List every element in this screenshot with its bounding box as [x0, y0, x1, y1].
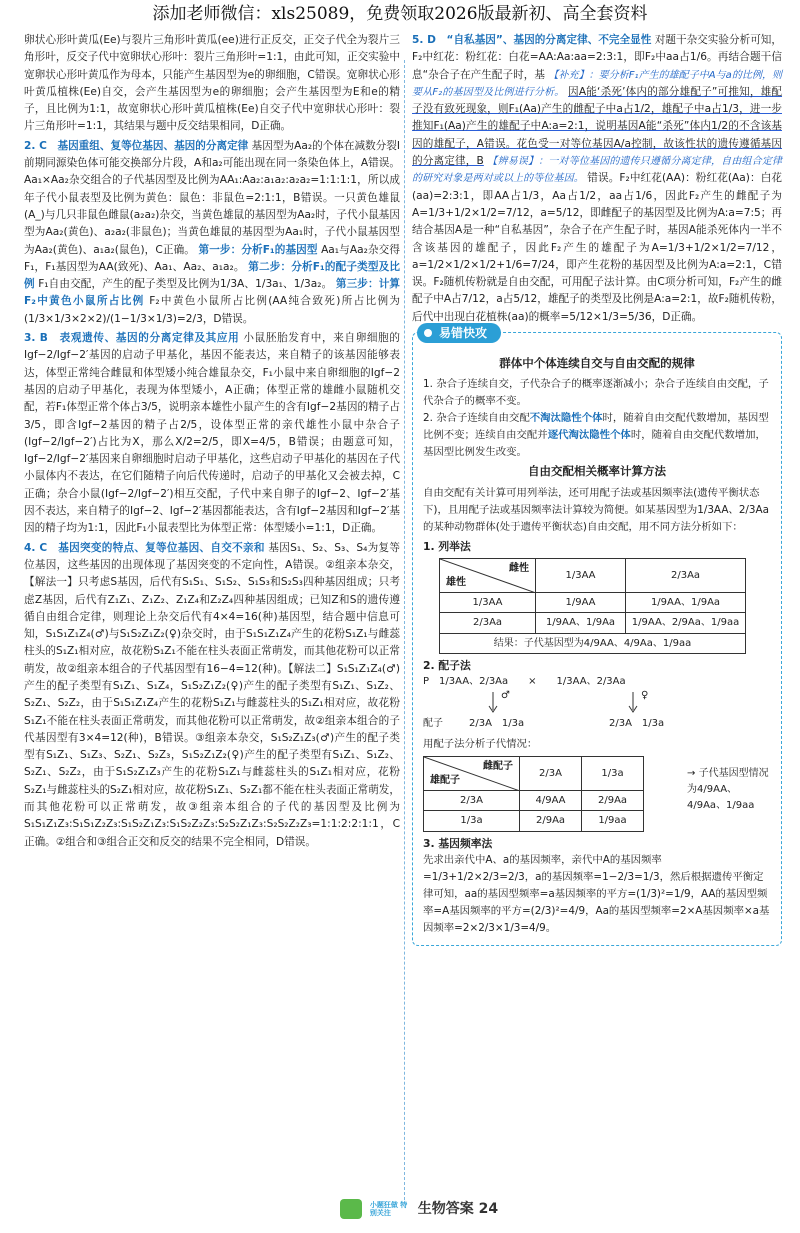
female-gamete-label: 雌配子: [483, 761, 513, 773]
q4-text: 基因S₁、S₂、S₃、S₄为复等位基因，这些基因的出现体现了基因突变的不定向性，A错误。②组亲本杂交，【解法一】只考虑S基因，后代有S₁S₁、S₁S₂、S₁S₃和S₂S₃四种基因组成；只考虑Z基因，后代有Z₁Z₁、Z₁Z₂、Z₁Z₄和Z₂Z₄四种基因组成；已知Z和S的遗传遵循自由组合定律，则理论上杂交后代有4×4=16(种)基因型，结合题中信息可知，S₁S₁Z₁Z₄(♂)与S₁S₂Z₁Z₂(♀)杂交时，由于S₁S₁Z₁Z₄产生的花粉S₁Z₁与雌蕊柱头的S₁Z₁相对应，故花粉S₁Z₁不能在柱头表面正常萌发，而其他花粉可以正常萌发，故②组亲本组合的子代基因型有16−4=12(种)。【解法二】S₁S₁Z₁Z₄(♂)产生的配子类型有S₁Z₁、S₁Z₄，S₁S₂Z₁Z₂(♀)产生的配子类型有S₁Z₁、S₁Z₂、S₂Z₁、S₂Z₂，由于S₁S₁Z₁Z₄产生的花粉S₁Z₁与雌蕊柱头的S₁Z₁相对应，故花粉S₁Z₁不能在柱头表面正常萌发，而其他花粉可以正常萌发，故②组亲本组合的子代基因型有3×4=12(种)，B错误。③组亲本杂交，S₁S₂Z₁Z₃(♂)产生的配子类型有S₁Z₁、S₁Z₃、S₂Z₁、S₂Z₃，S₁S₂Z₁Z₂(♀)产生的配子类型有S₁Z₁、S₁Z₂、S₂Z₁、S₂Z₂，由于S₁S₂Z₁Z₃产生的花粉S₁Z₁与雌蕊柱头的S₁Z₁相对应，花粉S₂Z₁与雌蕊柱头的S₂Z₁相对应，故花粉S₁Z₁、S₂Z₁都不能在柱头表面正常萌发，而其他花粉可以正常萌发，故③组亲本组合的子代的基因型及比例为S₁S₁Z₁Z₃:S₁S₁Z₂Z₃:S₁S₂Z₁Z₃:S₁S₂Z₂Z₃:S₂S₂Z₁Z₃:S₂S₂Z₂Z₃=1:1:2:2:1:1，C正确。②组合和③组合正交和反交的结果不完全相同，D错误。: [24, 541, 400, 848]
listing-cell-22: 1/9AA、2/9Aa、1/9aa: [626, 613, 746, 633]
parent-cross: P 1/3AA、2/3Aa × 1/3AA、2/3Aa: [423, 676, 626, 688]
footer-label: 生物答案: [417, 1201, 474, 1217]
gamete-result-text: 子代基因型情况为4/9AA、4/9Aa、1/9aa: [687, 768, 769, 812]
q2-step2: 第二步：分析F₁的配子类型及比例: [24, 260, 400, 291]
column-divider: [404, 60, 405, 1200]
q3-heading: 3. B 表观遗传、基因的分离定律及其应用: [24, 332, 240, 345]
left-column: [24, 32, 400, 853]
listing-row-1: 1/3AA: [440, 592, 536, 612]
male-gamete-label: 雄配子: [430, 774, 460, 786]
q2-text: 基因型为Aa₂的个体在减数分裂Ⅰ前期同源染色体可能交换部分片段，A和a₂可能出现在同一条染色体上，A错误。Aa₁×Aa₂杂交组合的子代基因型及比例为AA₁:Aa₂:a₁a₂:a₂a₂=1:1:1:1，所以成年子代小鼠表型及比例为黄色：鼠色：非鼠色=2:1:1，B错误。一只黄色雄鼠(A_)与几只非鼠色雌鼠(a₂a₂)杂交，当黄色雄鼠的基因型为Aa₂时，子代小鼠基因型为Aa₂(黄色)、a₂a₂(非鼠色)；当黄色雄鼠的基因型为Aa₁时，子代小鼠基因型为Aa₂(黄色)、a₁a₂(鼠色)，C正确。: [24, 139, 400, 256]
listing-row-2: 2/3Aa: [440, 613, 536, 633]
gamete-result: [687, 766, 771, 814]
q4-heading: 4. C 基因突变的特点、复等位基因、自交不亲和: [24, 541, 265, 554]
q5-text-c: 错误。F₂中红花(AA)：粉红花(Aa)：白花(aa)=2:3:1，即AA占1/3，Aa占1/2，aa占1/6，因此F₂产生的雌配子为A=1/3+1/2×1/2=7/12，a=5/12，即雌配子的基因型及比例为A:a=7:5；再结合基因A是一种“自私基因”，杂合子在产生配子时，基因A能杀死体内一半不含该基因的雄配子，因此F₂产生的雄配子为A=1/3+1/2×1/2=7/12，a=1/2×1/2×1/2+1/6=7/24，即产生花粉的基因型及比例为A:a=2:1，C错误。F₂随机传粉就是自由交配，可用配子法计算。由C项分析可知，F₂产生的雌配子中A占7/12，a占5/12，雄配子的类型及比例是A:a=2:1，故F₂随机传粉，后代中出现白花植株(aa)的概率=5/12×1/3=5/36，D正确。: [412, 172, 783, 323]
female-symbol: ♀: [641, 690, 649, 702]
rule-1: 1. 杂合子连续自交，子代杂合子的概率逐渐减小；杂合子连续自由交配，子代杂合子的概率不变。: [423, 378, 769, 408]
listing-result: 结果：子代基因型为4/9AA、4/9Aa、1/9aa: [440, 633, 746, 653]
q2-heading: 2. C 基因重组、复等位基因、基因的分离定律: [24, 139, 249, 152]
method-2-title: 2. 配子法: [423, 658, 471, 672]
gamete-cell-12: 2/9Aa: [582, 791, 644, 811]
rule-2-b: 不淘汰隐性个体: [529, 412, 603, 425]
female-gametes: 2/3A 1/3a: [609, 718, 665, 730]
right-column: [412, 32, 782, 946]
q5-handwritten-note-2: 【辨易误】：一对等位基因的遗传只遵循分离定律，自由组合定律的研究对象是两对或以上的等位基因。: [412, 156, 782, 185]
listing-col-1: 1/3AA: [536, 558, 626, 592]
listing-header-cell: [440, 558, 536, 592]
rule-2-d: 逐代淘汰隐性个体: [547, 429, 631, 442]
listing-cell-21: 1/9AA、1/9Aa: [536, 613, 626, 633]
gamete-table: [423, 756, 644, 832]
method-3-text: 先求出亲代中A、a的基因频率，亲代中A的基因频率=1/3+1/2×2/3=2/3，a的基因频率=1−2/3=1/3，然后根据遗传平衡定律可知，aa的基因型频率=a基因频率的平方=(1/3)²=1/9，AA的基因型频率=A基因频率的平方=(2/3)²=4/9，Aa的基因型频率=2×A基因频率×a基因频率=2×2/3×1/3=4/9。: [423, 854, 770, 935]
tips-title-1: 群体中个体连续自交与自由交配的规律: [499, 356, 695, 371]
q5-text-a: 对题干杂交实验分析可知，F₂中红花：粉红花：白花=AA:Aa:aa=2:3:1，即F₂中aa占1/6。再结合题干信息“杂合子在产生配子时，基: [412, 34, 783, 81]
q2-text-c: F₁自由交配，产生的配子类型及比例为1/3A、1/3a₁、1/3a₂。: [38, 278, 333, 291]
rule-2-e: 时，随着自由交配代数增加，基因型比例发生改变。: [423, 429, 766, 459]
rule-2-c: 时，随着自由交配代数增加，基因型比例不变；连续自由交配并: [423, 412, 769, 442]
gamete-cell-11: 4/9AA: [520, 791, 582, 811]
q2-text-b: Aa₁与Aa₂杂交得F₁，F₁基因型为AA(致死)、Aa₁、Aa₂、a₁a₂。: [24, 243, 400, 273]
tips-box: [412, 326, 782, 946]
rule-2: [423, 410, 771, 461]
gamete-diagram: [423, 674, 771, 736]
female-label: 雌性: [509, 562, 529, 574]
gamete-header-cell: [424, 757, 520, 791]
q3-answer: [24, 330, 400, 538]
gamete-arrows: [423, 688, 763, 718]
q3-text: 小鼠胚胎发育中，来自卵细胞的Igf−2/Igf−2′基因的启动子甲基化，基因不能表达，来自精子的该基因能够表达，体型正常纯合雌鼠和体型矮小纯合雄鼠杂交，F₁小鼠中来自卵细胞的Igf−2基因的启动子甲基化，表现为体型矮小，A正确；体型正常的雄雌小鼠随机交配，若F₁体型正常个体占3/5，说明亲本雄性小鼠产生的含有Igf−2基因的精子占3/5，即含Igf−2基因的精子占2/5，设体型正常的亲代雄性小鼠中杂合子(Igf−2/Igf−2′)占比为X，那么X/2=2/5，即X=4/5，B错误；由题意可知，Igf−2/Igf−2′基因来自卵细胞时启动子甲基化，这些启动子甲基化的基因在子代小鼠体内不表达，在它们随精子向后代传递时，启动子的甲基化又会被去掉，C正确；杂合小鼠(Igf−2/Igf−2′)相互交配，子代中来自卵子的Igf−2、Igf−2′基因不表达，来自精子的Igf−2、Igf−2′基因都能表达，含有Igf−2基因和Igf−2′基因的精子均为1:1，因此F₁小鼠表型比为体型正常：体型矮小=1:1，D正确。: [24, 332, 400, 535]
tips-title-2: 自由交配相关概率计算方法: [528, 464, 666, 479]
q2-step3: 第三步：计算F₂中黄色小鼠所占比例: [24, 278, 401, 308]
gamete-row-1: 2/3A: [424, 791, 520, 811]
gamete-method-note: 用配子法分析子代情况：: [423, 738, 538, 751]
page-footer: [340, 1198, 500, 1222]
gamete-table-wrap: [423, 756, 771, 832]
right-arrow-icon: →: [687, 768, 696, 780]
q1-tail: 卵状心形叶黄瓜(Ee)与裂片三角形叶黄瓜(ee)进行正反交，正交子代全为裂片三角形叶，反交子代中宽卵状心形叶：裂片三角形叶=1:1，由此可知，正交实验中宽卵状心形叶黄瓜作为母本，只能产生基因型为e的卵细胞，C错误。宽卵状心形叶黄瓜植株(Ee)自交，会产生基因型为e的卵细胞；会产生基因型为E和e的精子，且比例为1:1，故宽卵状心形叶黄瓜植株(Ee)自交子代中宽卵状心形叶：裂片三角形叶=1:1，其结果与题中反交结果相同，D正确。: [24, 34, 400, 133]
listing-col-2: 2/3Aa: [626, 558, 746, 592]
q2-step1: 第一步：分析F₁的基因型: [198, 243, 318, 256]
gamete-cell-21: 2/9Aa: [520, 811, 582, 831]
male-label: 雄性: [446, 576, 466, 588]
answer-page: [0, 32, 800, 1192]
tips-tag: 易错快攻: [417, 323, 501, 343]
gamete-col-2: 1/3a: [582, 757, 644, 791]
method-intro: 自由交配有关计算可用列举法，还可用配子法或基因频率法(遗传平衡状态下)，且用配子法或基因频率法计算较为简便。如某基因型为1/3AA、2/3Aa的某种动物群体(处于遗传平衡状态)自由交配，用不同方法分析如下：: [423, 486, 770, 533]
q5-text-b: 因A能‘杀死’体内的部分雄配子”可推知，雄配子没有致死现象，则F₁(Aa)产生的雌配子中a占1/2，雄配子中a占1/3，进一步推知F₁(Aa)产生的雄配子中A:a=2:1，说明基因A能“杀死”体内1/2的不含该基因的雄配子，A错误。花色受一对等位基因A/a控制，故该性状的遗传遵循基因的分离定律，B: [412, 85, 783, 168]
listing-cell-12: 1/9AA、1/9Aa: [626, 592, 746, 612]
method-1-title: 1. 列举法: [423, 539, 471, 553]
listing-cell-11: 1/9AA: [536, 592, 626, 612]
q5-handwritten-note-1: 【补充】：要分析F₁产生的雄配子中A与a的比例，则要从F₂的基因型及比例进行分析。: [412, 69, 782, 98]
q5-heading: 5. D “自私基因”、基因的分离定律、不完全显性: [412, 34, 652, 46]
q2-answer: [24, 138, 400, 328]
method-3-title: 3. 基因频率法: [423, 836, 493, 850]
gamete-cell-22: 1/9aa: [582, 811, 644, 831]
gamete-col-1: 2/3A: [520, 757, 582, 791]
gamete-label: 配子: [423, 718, 443, 730]
q2-text-d: F₂中黄色小鼠所占比例(AA纯合致死)所占比例为(1/3×1/3×2×2)/(1−1/3×1/3)=2/3，D错误。: [24, 295, 400, 325]
q5-answer: [412, 32, 782, 326]
rule-2-a: 2. 杂合子连续自由交配: [423, 412, 530, 425]
gamete-row-2: 1/3a: [424, 811, 520, 831]
promo-banner: 添加老师微信：xls25089，免费领取2026版最新初、高全套资料: [152, 4, 648, 24]
male-symbol: ♂: [501, 690, 510, 702]
page-number: 24: [478, 1201, 499, 1217]
brand-text: 小题狂做 特别关注: [369, 1201, 408, 1217]
q4-answer: [24, 540, 400, 851]
male-gametes: 2/3A 1/3a: [469, 718, 525, 730]
listing-table: [439, 558, 746, 654]
brand-logo-icon: [340, 1199, 362, 1219]
